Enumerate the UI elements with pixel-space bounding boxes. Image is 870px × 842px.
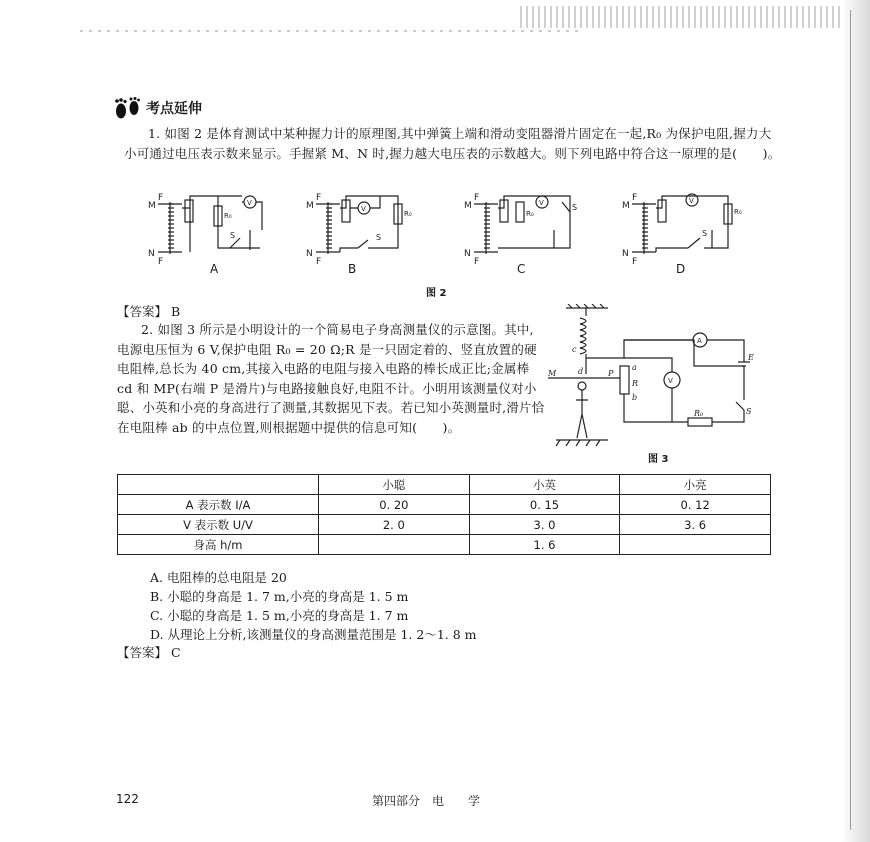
table-row [118, 515, 771, 535]
page-number: 122 [116, 792, 139, 806]
svg-text:F: F [474, 193, 480, 203]
part-title: 第四部分 电 学 [372, 794, 481, 808]
svg-text:M: M [548, 369, 557, 378]
figure-3-caption: 图 3 [648, 454, 669, 465]
svg-text:S: S [702, 229, 708, 238]
page-edge-shadow [842, 0, 870, 842]
svg-text:S: S [746, 407, 752, 416]
page-edge-line [850, 10, 851, 830]
svg-text:M: M [306, 201, 314, 211]
svg-text:b: b [632, 393, 638, 402]
question-2-text: 2. 如图 3 所示是小明设计的一个简易电子身高测量仪的示意图。其中,电源电压恒为 6 V,保护电阻 R₀ = 20 Ω;R 是一只固定着的、竖直放置的硬电阻棒,总长为 40 cm,其接入电路的电阻与接入电路的棒长成正比;金属棒 cd 和 MP(右端 P 是滑片)与电路接触良好,电阻不计。小明用该测量仪对小聪、小英和小亮的身高进行了测量,其数据见下表。若已知小英测量时,滑片恰在电阻棒 ab 的中点位置,则根据题中提供的信息可知( )。 [117, 322, 545, 435]
svg-text:F: F [632, 193, 638, 203]
svg-text:R₀: R₀ [694, 409, 704, 418]
table-cell: V 表示数 U/V [118, 515, 319, 535]
question-1-answer: 【答案】 B [117, 304, 181, 319]
svg-text:V: V [539, 199, 544, 207]
svg-text:M: M [622, 201, 630, 211]
svg-text:A: A [697, 337, 702, 345]
question-2-answer: 【答案】 C [117, 645, 181, 660]
svg-text:V: V [668, 377, 673, 385]
svg-text:F: F [316, 257, 322, 267]
svg-text:R: R [632, 379, 639, 388]
table-cell: A 表示数 I/A [118, 495, 319, 515]
svg-text:F: F [632, 257, 638, 267]
svg-text:S: S [572, 203, 578, 212]
svg-text:M: M [148, 201, 156, 211]
table-cell: 1. 6 [469, 535, 620, 555]
circuit-b [306, 193, 412, 267]
table-header-cell: 小亮 [620, 475, 771, 495]
figure-2-caption: 图 2 [426, 288, 447, 299]
table-header-row [118, 475, 771, 495]
circuit-c [464, 193, 577, 267]
svg-text:P: P [608, 369, 614, 378]
svg-text:S: S [376, 233, 382, 242]
svg-text:N: N [622, 249, 629, 259]
svg-text:F: F [158, 193, 164, 203]
svg-text:S: S [230, 231, 236, 240]
option-a: A. 电阻棒的总电阻是 20 [150, 570, 287, 585]
svg-text:c: c [572, 345, 577, 354]
measurement-table [117, 474, 771, 555]
figure-label-d: D [676, 262, 686, 276]
footprint-icon [112, 96, 142, 120]
option-d: D. 从理论上分析,该测量仪的身高测量范围是 1. 2～1. 8 m [150, 627, 477, 642]
svg-text:R₀: R₀ [224, 212, 232, 220]
svg-text:M: M [464, 201, 472, 211]
option-c: C. 小聪的身高是 1. 5 m,小亮的身高是 1. 7 m [150, 608, 409, 623]
circuit-a [148, 193, 262, 267]
table-cell: 0. 12 [620, 495, 771, 515]
table-row [118, 535, 771, 555]
svg-text:E: E [748, 353, 754, 362]
table-cell: 0. 15 [469, 495, 620, 515]
figure-label-a: A [210, 262, 219, 276]
section-title: 考点延伸 [146, 101, 202, 117]
scan-noise [80, 30, 580, 32]
circuit-d [622, 193, 742, 267]
question-1-text: 1. 如图 2 是体育测试中某种握力计的原理图,其中弹簧上端和滑动变阻器滑片固定在一起,R₀ 为保护电阻,握力大小可通过电压表示数来显示。手握紧 M、N 时,握力越大电压表的示数越大。则下列电路中符合这一原理的是( )。 [124, 126, 781, 161]
svg-text:V: V [361, 205, 366, 213]
figure-2-circuits [130, 190, 770, 280]
svg-text:d: d [578, 367, 584, 376]
svg-text:V: V [247, 199, 252, 207]
table-header-cell: 小聪 [319, 475, 470, 495]
table-cell: 0. 20 [319, 495, 470, 515]
table-header-cell [118, 475, 319, 495]
svg-text:R₀: R₀ [404, 210, 412, 218]
svg-text:F: F [474, 257, 480, 267]
figure-3-circuit [548, 304, 758, 450]
svg-text:N: N [306, 249, 313, 259]
table-cell: 2. 0 [319, 515, 470, 535]
svg-text:N: N [464, 249, 471, 259]
svg-text:F: F [158, 257, 164, 267]
figure-label-b: B [348, 262, 357, 276]
table-cell: 3. 0 [469, 515, 620, 535]
svg-text:V: V [689, 197, 694, 205]
option-b: B. 小聪的身高是 1. 7 m,小亮的身高是 1. 5 m [150, 589, 409, 604]
svg-text:N: N [148, 249, 155, 259]
section-heading [112, 95, 202, 121]
svg-text:R₀: R₀ [734, 208, 742, 216]
svg-text:F: F [316, 193, 322, 203]
figure-label-c: C [517, 262, 526, 276]
svg-text:a: a [632, 363, 637, 372]
table-cell: 身高 h/m [118, 535, 319, 555]
scan-noise [520, 6, 850, 28]
table-header-cell: 小英 [469, 475, 620, 495]
svg-text:R₀: R₀ [526, 210, 534, 218]
table-cell: 3. 6 [620, 515, 771, 535]
table-cell [319, 535, 470, 555]
table-cell [620, 535, 771, 555]
table-row [118, 495, 771, 515]
